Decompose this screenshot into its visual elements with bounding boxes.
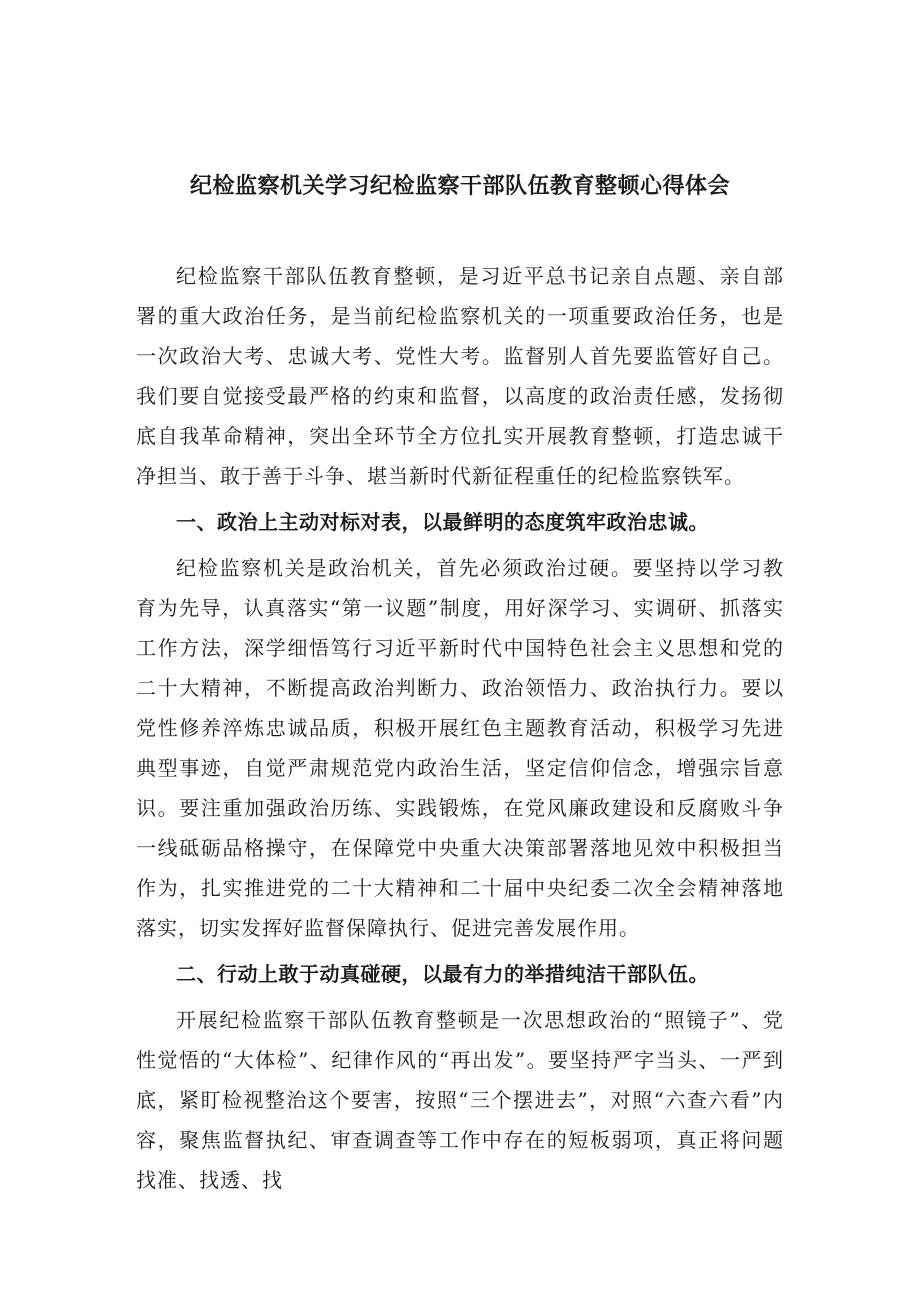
section-heading-1: 一、政治上主动对标对表，以最鲜明的态度筑牢政治忠诚。 — [176, 510, 709, 534]
section-paragraph-1: 纪检监察机关是政治机关，首先必须政治过硬。要坚持以学习教育为先导，认真落实“第一议题”制度，用好深学习、实调研、抓落实工作方法，深学细悟笃行习近平新时代中国特色社会主义思想和党的二十大精神，不断提高政治判断力、政治领悟力、政治执行力。要以党性修养淬炼忠诚品质，积极开展红色主题教育活动，积极学习先进典型事迹，自觉严肃规范党内政治生活，坚定信仰信念，增强宗旨意识。要注重加强政治历练、实践锻炼，在党风廉政建设和反腐败斗争一线砥砺品格操守，在保障党中央重大决策部署落地见效中积极担当作为，扎实推进党的二十大精神和二十届中央纪委二次全会精神落地落实，切实发挥好监督保障执行、促进完善发展作用。 — [136, 556, 784, 940]
section-heading-2: 二、行动上敢于动真碰硬，以最有力的举措纯洁干部队伍。 — [176, 962, 709, 986]
intro-paragraph: 纪检监察干部队伍教育整顿，是习近平总书记亲自点题、亲自部署的重大政治任务，是当前纪检监察机关的一项重要政治任务，也是一次政治大考、忠诚大考、党性大考。监督别人首先要监管好自己。我们要自觉接受最严格的约束和监督，以高度的政治责任感，发扬彻底自我革命精神，突出全环节全方位扎实开展教育整顿，打造忠诚干净担当、敢于善于斗争、堪当新时代新征程重任的纪检监察铁军。 — [136, 264, 784, 488]
document-title: 纪检监察机关学习纪检监察干部队伍教育整顿心得体会 — [189, 174, 730, 199]
section-paragraph-2: 开展纪检监察干部队伍教育整顿是一次思想政治的“照镜子”、党性觉悟的“大体检”、纪律作风的“再出发”。要坚持严字当头、一严到底，紧盯检视整治这个要害，按照“三个摆进去”，对照“六查六看”内容，聚焦监督执纪、审查调查等工作中存在的短板弱项，真正将问题找准、找透、找 — [136, 1008, 784, 1192]
document-body — [136, 256, 784, 1200]
